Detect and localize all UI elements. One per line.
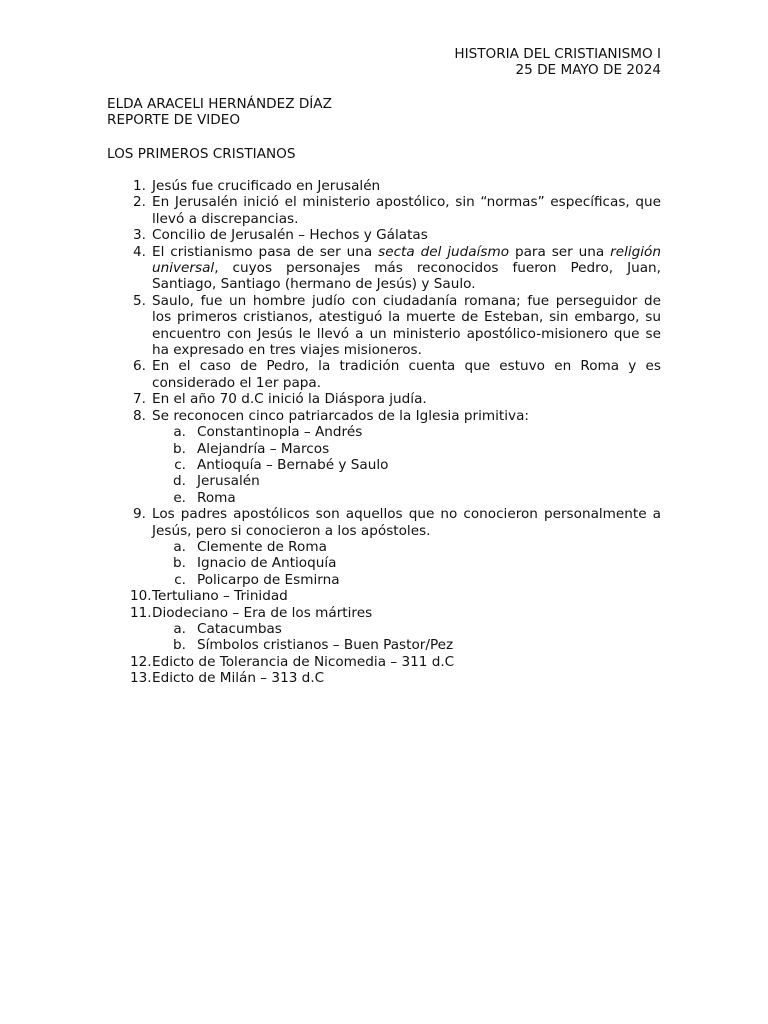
- item-text: Jesús fue crucificado en Jerusalén: [152, 178, 381, 194]
- item-text: Edicto de Milán – 313 d.C: [152, 670, 325, 687]
- item-number: 3.: [133, 227, 146, 244]
- italic-term: secta del judaísmo: [378, 243, 510, 260]
- item-number: 1.: [133, 178, 146, 194]
- sub-list-item: d. Jerusalén: [173, 473, 260, 490]
- list-item: [107, 506, 661, 588]
- item-text: Saulo, fue un hombre judío con ciudadanía romana; fue perseguidor de los primeros cristianos, atestiguó la muerte de Esteban, sin embargo, su encuentro con Jesús le llevó a un ministerio apostólico-misionero que se ha expresado en tres viajes misioneros.: [152, 292, 661, 359]
- item-number: 9.: [133, 506, 146, 523]
- item-number: 6.: [133, 358, 146, 375]
- sub-list-item: e. Roma: [173, 489, 236, 506]
- item-number: 12.: [130, 653, 152, 670]
- sub-list: [152, 621, 661, 654]
- item-text: Concilio de Jerusalén – Hechos y Gálatas: [152, 227, 428, 244]
- sub-list-item: c. Policarpo de Esmirna: [174, 571, 340, 588]
- item-text: En el año 70 d.C inició la Diáspora judía.: [152, 391, 427, 408]
- sub-list-item: a. Constantinopla – Andrés: [173, 424, 363, 441]
- item-text: En Jerusalén inició el ministerio apostólico, sin “normas” específicas, que llevó a discrepancias.: [152, 194, 661, 227]
- document-header: [107, 46, 661, 79]
- item-number: 13.: [130, 670, 152, 687]
- sub-list-item: b. Alejandría – Marcos: [173, 440, 330, 457]
- sub-list: [152, 424, 661, 506]
- item-text: Diodeciano – Era de los mártires: [152, 604, 373, 621]
- list-item: [107, 244, 661, 293]
- author-block: [107, 96, 661, 129]
- sub-list-item: a. Catacumbas: [173, 620, 282, 637]
- item-number: 11.: [130, 604, 152, 621]
- list-item: [107, 670, 661, 686]
- sub-list-item: c. Antioquía – Bernabé y Saulo: [174, 456, 389, 473]
- italic-term: religión universal: [152, 243, 661, 277]
- report-type: REPORTE DE VIDEO: [107, 112, 241, 129]
- item-text: Los padres apostólicos son aquellos que no conocieron personalmente a Jesús, pero si conocieron a los apóstoles.: [152, 506, 661, 539]
- item-number: 7.: [133, 391, 146, 408]
- item-text: Se reconocen cinco patriarcados de la Iglesia primitiva:: [152, 407, 529, 424]
- item-text: En el caso de Pedro, la tradición cuenta que estuvo en Roma y es considerado el 1er papa.: [152, 358, 661, 391]
- document-date: 25 DE MAYO DE 2024: [515, 62, 661, 79]
- section-title: LOS PRIMEROS CRISTIANOS: [107, 146, 296, 162]
- item-text: Edicto de Tolerancia de Nicomedia – 311 d.C: [152, 653, 455, 670]
- list-item: [107, 391, 661, 407]
- item-text: El cristianismo pasa de ser una secta del judaísmo para ser una religión universal, cuyos personajes más reconocidos fueron Pedro, Juan, Santiago, Santiago (hermano de Jesús) y Saulo.: [152, 243, 661, 293]
- list-item: [107, 605, 661, 654]
- list-item: [107, 654, 661, 670]
- list-item: [107, 408, 661, 506]
- item-number: 5.: [133, 292, 146, 309]
- list-item: [107, 194, 661, 227]
- sub-list: [152, 539, 661, 588]
- list-item: [107, 588, 661, 604]
- item-number: 10.: [130, 588, 152, 605]
- item-number: 2.: [133, 194, 146, 211]
- item-number: 8.: [133, 407, 146, 424]
- list-item: [107, 227, 661, 243]
- list-item: [107, 293, 661, 359]
- list-item: [107, 178, 661, 194]
- sub-list-item: b. Símbolos cristianos – Buen Pastor/Pez: [173, 637, 454, 654]
- item-number: 4.: [133, 243, 146, 260]
- list-item: [107, 358, 661, 391]
- item-text: Tertuliano – Trinidad: [152, 588, 288, 605]
- sub-list-item: b. Ignacio de Antioquía: [173, 555, 337, 572]
- main-list: [107, 178, 661, 687]
- sub-list-item: a. Clemente de Roma: [173, 538, 327, 555]
- author-name: ELDA ARACELI HERNÁNDEZ DÍAZ: [107, 96, 332, 112]
- course-title: HISTORIA DEL CRISTIANISMO I: [454, 46, 661, 62]
